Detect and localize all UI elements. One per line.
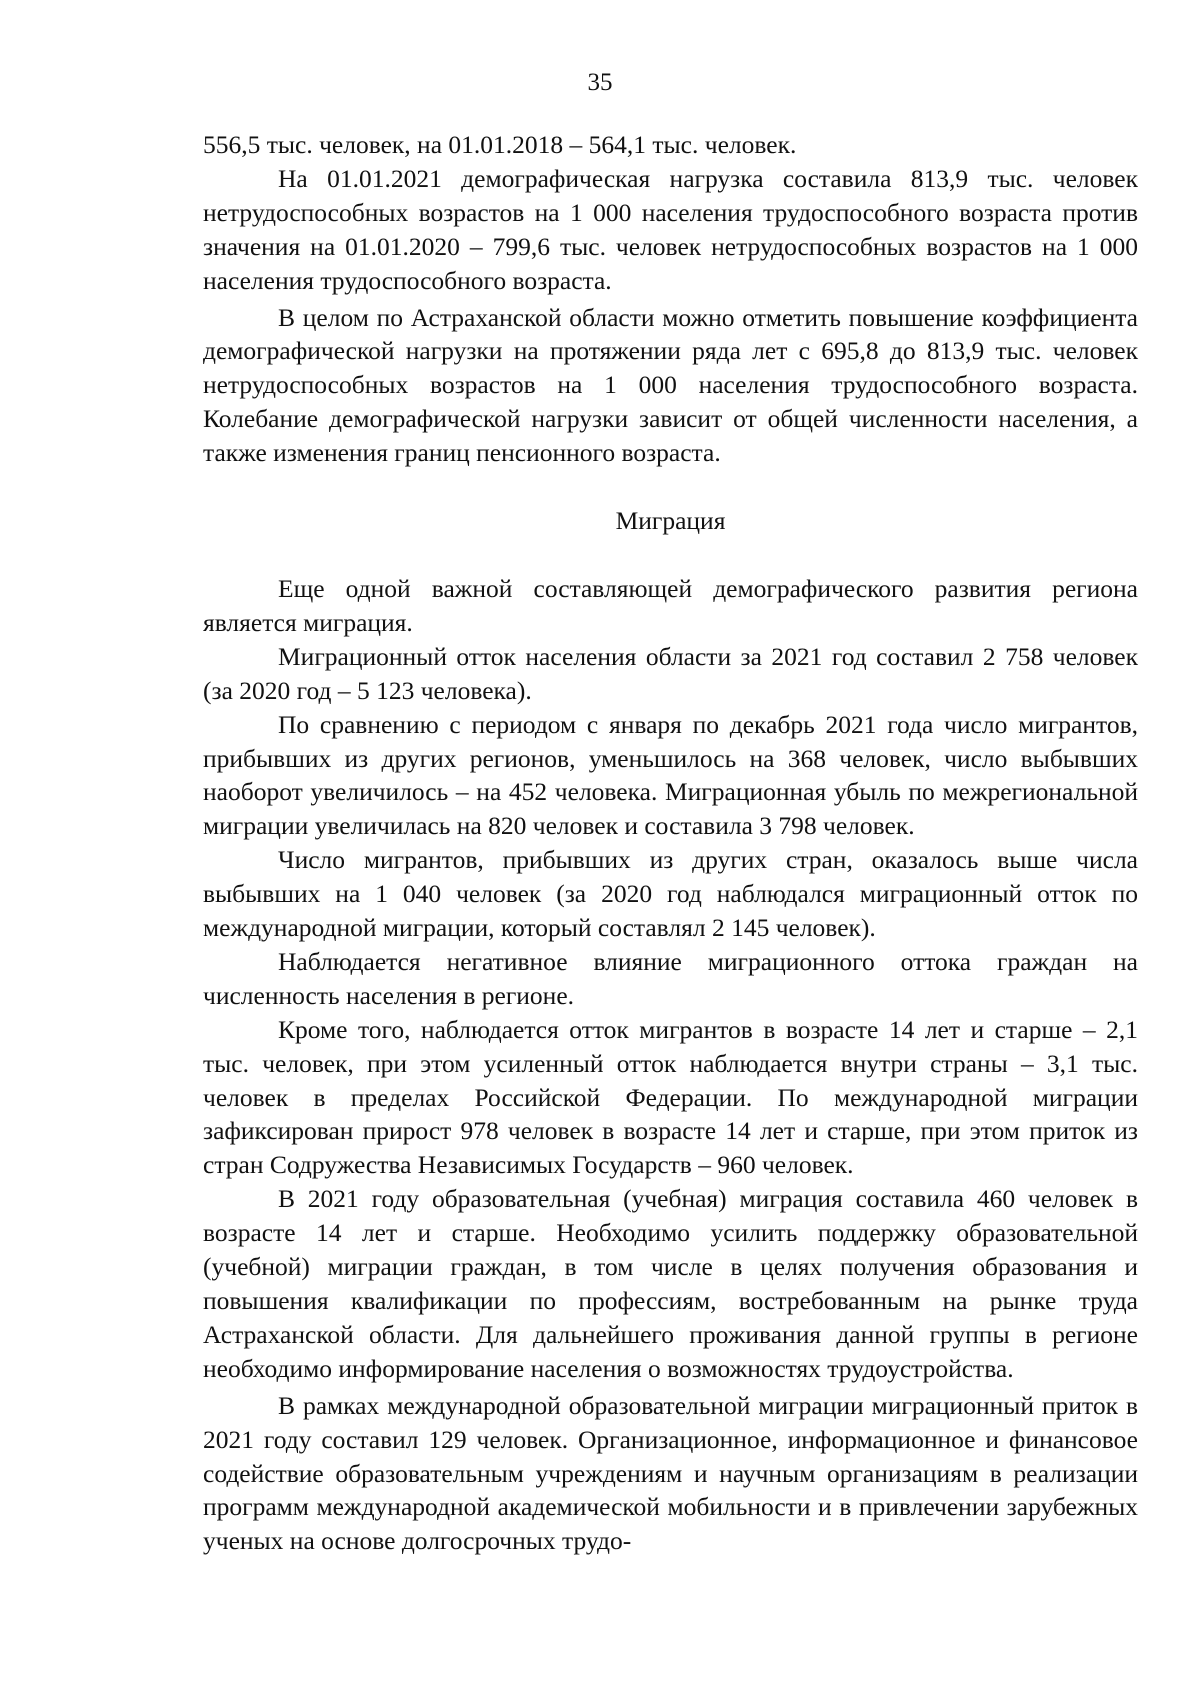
paragraph: Еще одной важной составляющей демографического развития региона является миграция. [203,573,1138,637]
paragraph: Число мигрантов, прибывших из других стран, оказалось выше числа выбывших на 1 040 человек (за 2020 год наблюдался миграционный отток по международной миграции, который составлял 2 145 человек). [203,845,1138,943]
page-number: 35 [587,69,613,96]
document-body [203,128,1138,1558]
paragraph: Наблюдается негативное влияние миграционного оттока граждан на численность населения в регионе. [203,946,1138,1010]
section-heading: Миграция [615,506,726,536]
paragraph: В рамках международной образовательной миграции миграционный приток в 2021 году составил 129 человек. Организационное, информационное и финансовое содействие образовательным учреждениям и научным организациям в реализации программ международной академической мобильности и в привлечении зарубежных ученых на основе долгосрочных трудо- [203,1390,1138,1556]
paragraph: Кроме того, наблюдается отток мигрантов в возрасте 14 лет и старше – 2,1 тыс. человек, при этом усиленный отток наблюдается внутри страны – 3,1 тыс. человек в пределах Российской Федерации. По международной миграции зафиксирован прирост 978 человек в возрасте 14 лет и старше, при этом приток из стран Содружества Независимых Государств – 960 человек. [203,1014,1138,1180]
paragraph-continuation: 556,5 тыс. человек, на 01.01.2018 – 564,1 тыс. человек. [203,130,797,159]
paragraph: В целом по Астраханской области можно отметить повышение коэффициента демографической нагрузки на протяжении ряда лет с 695,8 до 813,9 тыс. человек нетрудоспособных возрастов на 1 000 населения трудоспособного возраста. Колебание демографической нагрузки зависит от общей численности населения, а также изменения границ пенсионного возраста. [203,302,1138,468]
paragraph: В 2021 году образовательная (учебная) миграция составила 460 человек в возрасте 14 лет и старше. Необходимо усилить поддержку образовательной (учебной) миграции граждан, в том числе в целях получения образования и повышения квалификации по профессиям, востребованным на рынке труда Астраханской области. Для дальнейшего проживания данной группы в регионе необходимо информирование населения о возможностях трудоустройства. [203,1184,1138,1383]
paragraph: По сравнению с периодом с января по декабрь 2021 года число мигрантов, прибывших из других регионов, уменьшилось на 368 человек, число выбывших наоборот увеличилось – на 452 человека. Миграционная убыль по межрегиональной миграции увеличилась на 820 человек и составила 3 798 человек. [203,709,1138,841]
paragraph: Миграционный отток населения области за 2021 год составил 2 758 человек (за 2020 год – 5 123 человека). [203,641,1138,705]
paragraph: На 01.01.2021 демографическая нагрузка составила 813,9 тыс. человек нетрудоспособных возрастов на 1 000 населения трудоспособного возраста против значения на 01.01.2020 – 799,6 тыс. человек нетрудоспособных возрастов на 1 000 населения трудоспособного возраста. [203,163,1138,295]
